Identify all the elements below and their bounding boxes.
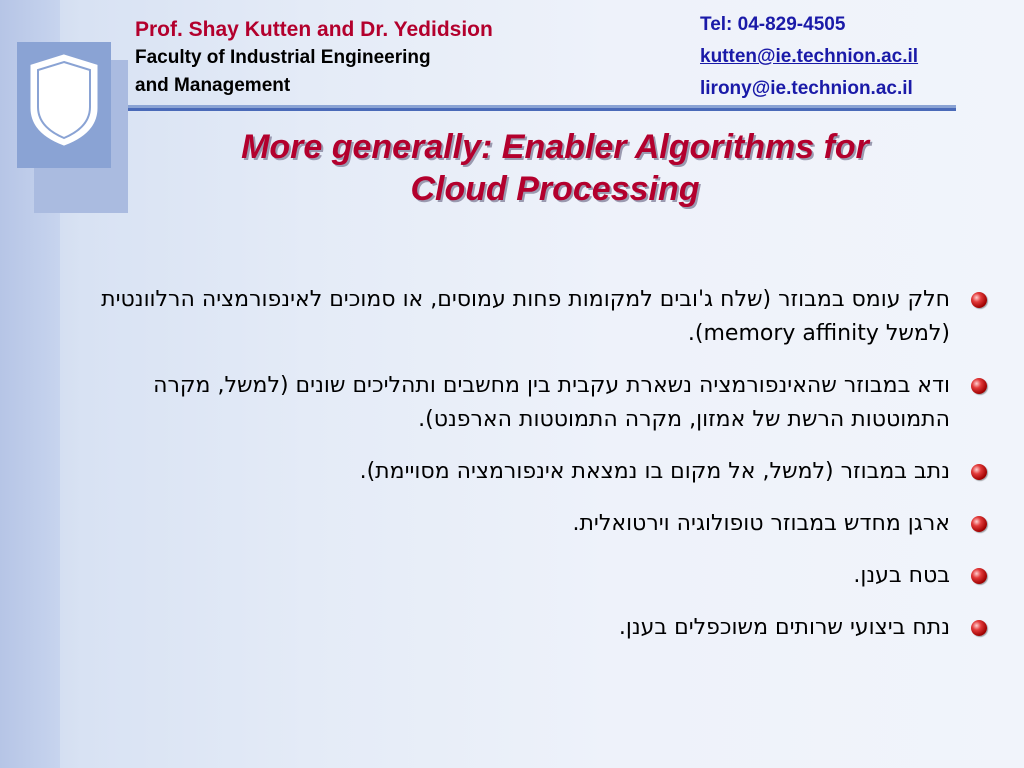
slide-title-line-2: Cloud Processing [410,170,700,208]
bullet-ball-icon [971,568,987,584]
bullet-item [70,559,950,593]
bullet-text: נתח ביצועי שרותים משוכפלים בענן. [618,615,950,640]
email-link-kutten[interactable]: kutten@ie.technion.ac.il [700,46,919,67]
bullet-ball-icon [971,292,987,308]
bullet-list [70,283,950,663]
bullet-text: חלק עומס במבוזר (שלח ג'ובים למקומות פחות עמוסים, או סמוכים לאינפורמציה הרלוונטית (למשל memory affinity). [101,287,950,346]
bullet-text: ארגן מחדש במבוזר טופולוגיה וירטואלית. [572,511,950,536]
bullet-item [70,455,950,489]
bullet-item [70,507,950,541]
bullet-ball-icon [971,516,987,532]
contact-info [700,9,918,105]
technion-logo-icon [26,52,102,148]
slide-title [160,126,950,210]
bullet-item [70,283,950,351]
header-divider-dark [128,108,956,111]
presenter-names: Prof. Shay Kutten and Dr. Yedidsion [135,18,493,41]
bullet-ball-icon [971,378,987,394]
header-left [135,16,493,100]
faculty-line-2: and Management [135,75,291,96]
bullet-ball-icon [971,620,987,636]
phone-number: Tel: 04-829-4505 [700,14,846,35]
bullet-text: ודא במבוזר שהאינפורמציה נשארת עקבית בין מחשבים ותהליכים שונים (למשל, מקרה התמוטטות הרשת של אמזון, מקרה התמוטטות הארפנט). [153,373,950,432]
bullet-item [70,611,950,645]
bullet-text: נתב במבוזר (למשל, אל מקום בו נמצאת אינפורמציה מסויימת). [359,459,950,484]
faculty-line-1: Faculty of Industrial Engineering [135,47,431,68]
email-lirony: lirony@ie.technion.ac.il [700,78,913,99]
bullet-item [70,369,950,437]
slide-title-line-1: More generally: Enabler Algorithms for [241,128,869,166]
bullet-ball-icon [971,464,987,480]
bullet-text: בטח בענן. [853,563,950,588]
